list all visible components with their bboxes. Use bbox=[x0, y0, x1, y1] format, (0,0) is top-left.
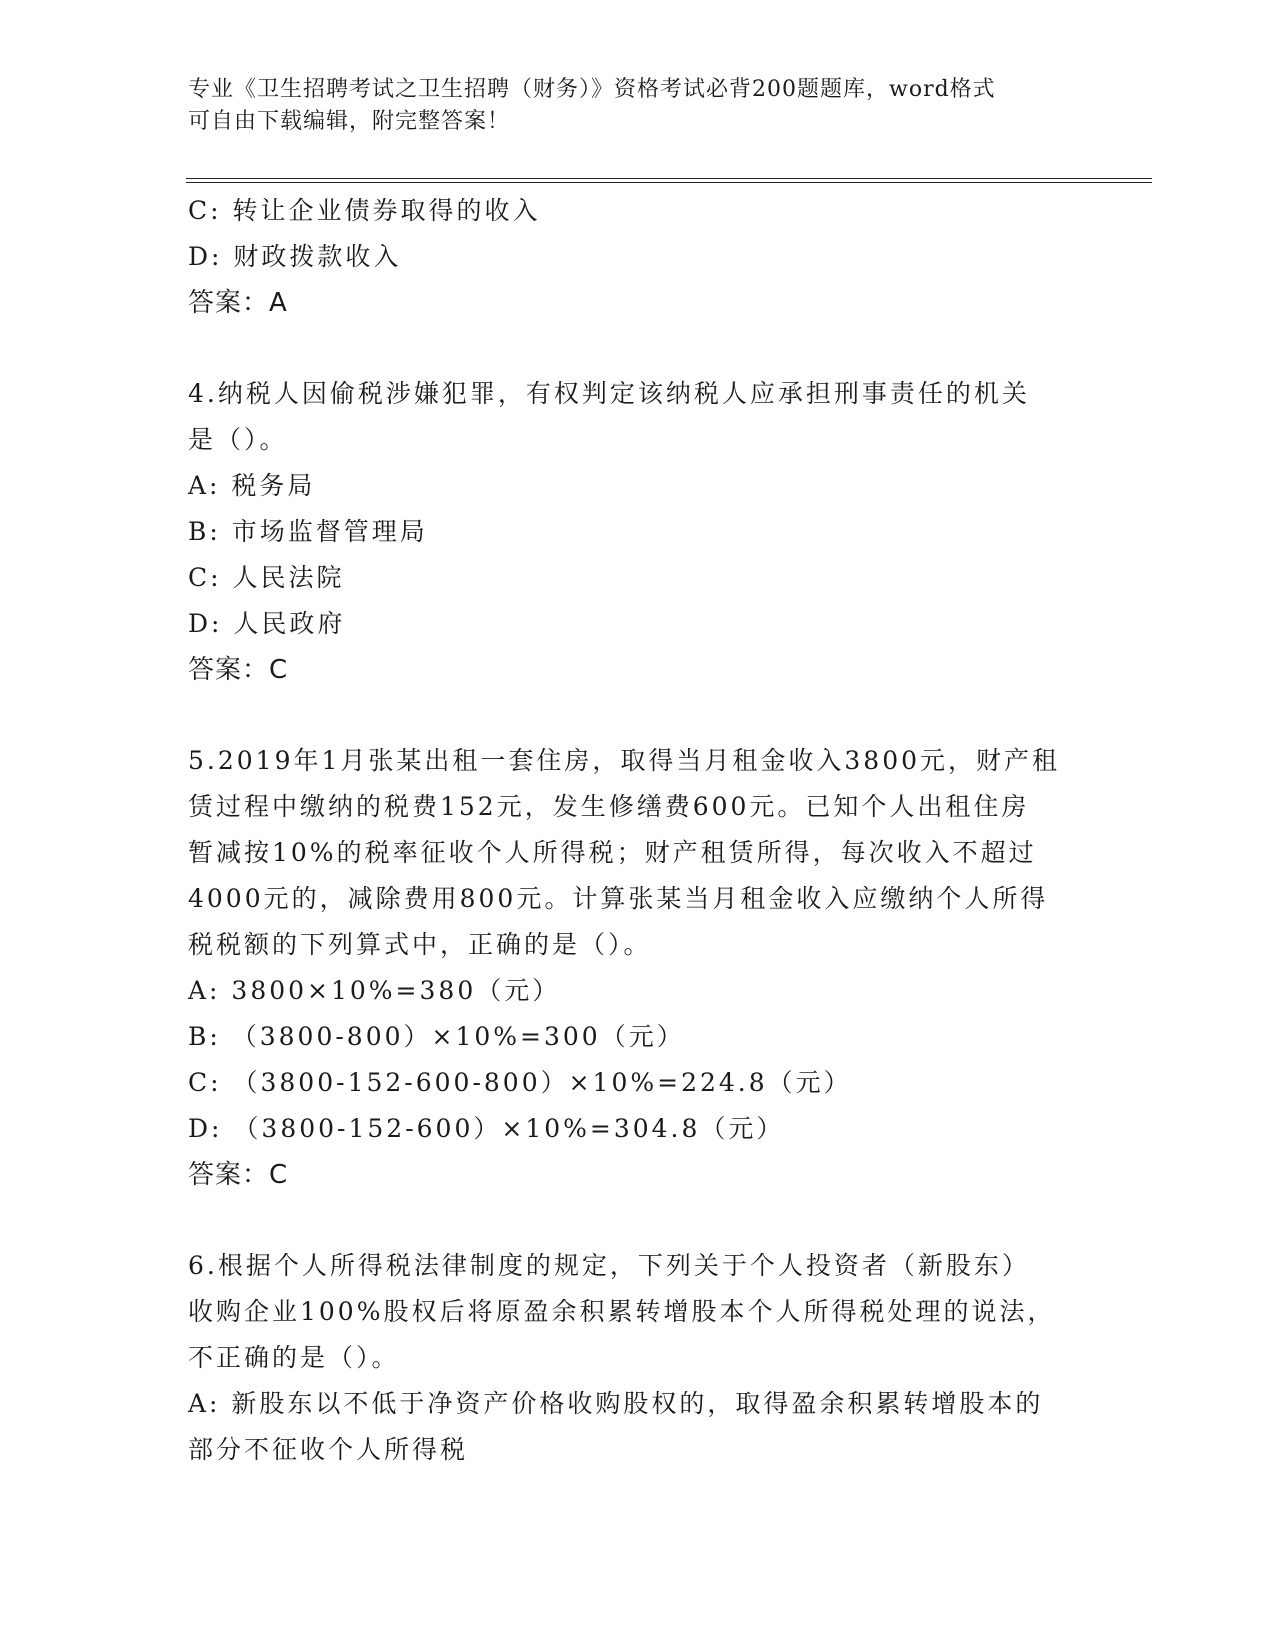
question-stem: 是（）。 bbox=[188, 425, 288, 454]
question-stem: 赁过程中缴纳的税费152元，发生修缮费600元。已知个人出租住房 bbox=[188, 792, 1030, 821]
answer-line: 答案：C bbox=[188, 1160, 289, 1190]
header-title-line-1: 专业《卫生招聘考试之卫生招聘（财务）》资格考试必背200题题库，word格式 bbox=[188, 77, 996, 102]
option-b: B: （3800-800）×10%=300（元） bbox=[188, 1022, 685, 1051]
option-d: D: 人民政府 bbox=[188, 609, 346, 638]
header-divider-top bbox=[186, 178, 1152, 179]
option-c: C: 人民法院 bbox=[188, 563, 345, 592]
question-spacer bbox=[188, 693, 1088, 738]
question-stem: 6.根据个人所得税法律制度的规定，下列关于个人投资者（新股东） bbox=[188, 1251, 1030, 1280]
option-d: D: （3800-152-600）×10%=304.8（元） bbox=[188, 1114, 785, 1143]
document-header bbox=[188, 74, 1088, 138]
question-stem: 收购企业100%股权后将原盈余积累转增股本个人所得税处理的说法， bbox=[188, 1297, 1056, 1326]
question-4 bbox=[188, 371, 1088, 693]
header-title-line-2: 可自由下载编辑，附完整答案！ bbox=[188, 109, 511, 134]
question-6 bbox=[188, 1243, 1088, 1473]
header-divider-bottom bbox=[186, 182, 1152, 183]
option-a: A: 3800×10%=380（元） bbox=[188, 976, 561, 1005]
option-b: B: 市场监督管理局 bbox=[188, 517, 428, 546]
question-stem: 不正确的是（）。 bbox=[188, 1343, 400, 1372]
question-3-tail bbox=[188, 188, 1088, 326]
option-d: D: 财政拨款收入 bbox=[188, 242, 402, 271]
answer-line: 答案：C bbox=[188, 655, 289, 685]
question-stem: 暂减按10%的税率征收个人所得税；财产租赁所得，每次收入不超过 bbox=[188, 838, 1037, 867]
answer-line: 答案：A bbox=[188, 288, 288, 318]
option-a-continued: 部分不征收个人所得税 bbox=[188, 1435, 469, 1464]
question-stem: 5.2019年1月张某出租一套住房，取得当月租金收入3800元，财产租 bbox=[188, 746, 1061, 775]
option-c: C: 转让企业债券取得的收入 bbox=[188, 196, 541, 225]
option-c: C: （3800-152-600-800）×10%=224.8（元） bbox=[188, 1068, 852, 1097]
question-stem: 4000元的，减除费用800元。计算张某当月租金收入应缴纳个人所得 bbox=[188, 884, 1049, 913]
question-spacer bbox=[188, 326, 1088, 371]
question-spacer bbox=[188, 1198, 1088, 1243]
question-5 bbox=[188, 738, 1088, 1198]
option-a: A: 税务局 bbox=[188, 471, 316, 500]
question-stem: 税税额的下列算式中，正确的是（）。 bbox=[188, 930, 652, 959]
question-stem: 4.纳税人因偷税涉嫌犯罪，有权判定该纳税人应承担刑事责任的机关 bbox=[188, 379, 1030, 408]
question-list bbox=[188, 188, 1088, 1473]
option-a: A: 新股东以不低于净资产价格收购股权的，取得盈余积累转增股本的 bbox=[188, 1389, 1044, 1418]
